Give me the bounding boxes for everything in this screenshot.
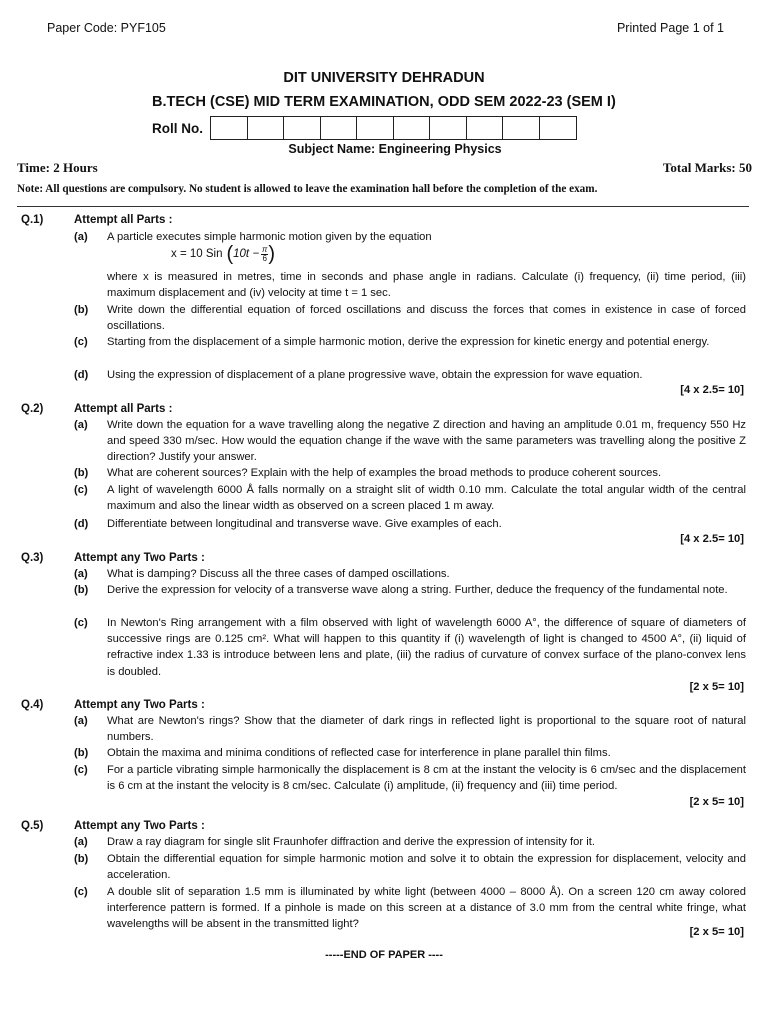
- question-part: [74, 615, 746, 680]
- part-label: (c): [74, 764, 88, 776]
- question-instruction: Attempt any Two Parts :: [74, 552, 205, 564]
- part-text: Differentiate between longitudinal and transverse wave. Give examples of each.: [107, 518, 502, 530]
- question-marks: [2 x 5= 10]: [689, 926, 744, 938]
- question-part: [74, 269, 746, 301]
- subject-name: Subject Name: Engineering Physics: [288, 142, 502, 156]
- question-number: Q.4): [21, 699, 44, 711]
- part-label: (b): [74, 304, 89, 316]
- header-divider: [17, 206, 749, 207]
- part-text: Obtain the differential equation for simple harmonic motion and solve it to obtain the expression for displacement, velocity and acceleration.: [107, 853, 746, 882]
- question-part: [74, 745, 746, 761]
- question-part: [74, 762, 746, 794]
- equation-lhs: x = 10 Sin: [171, 247, 223, 260]
- part-text: Obtain the maxima and minima conditions of reflected case for interference in plane parallel thin films.: [107, 747, 611, 759]
- roll-box: [503, 117, 540, 139]
- part-text: Starting from the displacement of a simple harmonic motion, derive the expression for kinetic energy and potential energy.: [107, 336, 710, 348]
- roll-box: [394, 117, 431, 139]
- part-text: What is damping? Discuss all the three cases of damped oscillations.: [107, 568, 450, 580]
- question-part: [74, 566, 746, 582]
- printed-page: Printed Page 1 of 1: [616, 21, 724, 35]
- roll-box: [430, 117, 467, 139]
- roll-box: [321, 117, 358, 139]
- part-text: Derive the expression for velocity of a transverse wave along a string. Further, deduce the frequency of the fundamental note.: [107, 584, 728, 596]
- part-label: (a): [74, 568, 88, 580]
- roll-box: [540, 117, 577, 139]
- question-part: [74, 465, 746, 481]
- part-text: What are Newton's rings? Show that the diameter of dark rings in reflected light is proportional to the square root of natural numbers.: [107, 715, 746, 744]
- part-label: (c): [74, 617, 88, 629]
- question-instruction: Attempt all Parts :: [74, 214, 173, 226]
- question-marks: [2 x 5= 10]: [689, 796, 744, 808]
- question-instruction: Attempt any Two Parts :: [74, 820, 205, 832]
- roll-box: [284, 117, 321, 139]
- part-text: where x is measured in metres, time in seconds and phase angle in radians. Calculate (i) frequency, (ii) time period, (iii) maximum displacement and (iv) velocity at time t = 1 sec.: [107, 271, 746, 300]
- equation-fraction: $\frac{\pi}{6}$: [262, 244, 268, 263]
- part-label: (a): [74, 836, 88, 848]
- exam-time: Time: 2 Hours: [17, 160, 98, 175]
- equation-inner: 10t −: [233, 247, 260, 260]
- roll-box: [248, 117, 285, 139]
- part-label: (b): [74, 584, 89, 596]
- part-text: A particle executes simple harmonic motion given by the equation: [107, 231, 432, 243]
- part-text: Using the expression of displacement of a plane progressive wave, obtain the expression for wave equation.: [107, 369, 643, 381]
- question-part: [74, 851, 746, 883]
- question-number: Q.5): [21, 820, 44, 832]
- paper-code: Paper Code: PYF105: [47, 21, 166, 35]
- part-label: (a): [74, 419, 88, 431]
- part-label: (a): [74, 715, 88, 727]
- part-text: For a particle vibrating simple harmonically the displacement is 8 cm at the instant the velocity is 6 cm/sec and the displacement is 6 cm at the instant the velocity is 8 cm/sec. Calculate (i) amplitude, (ii) frequency and (iii) time period.: [107, 764, 746, 793]
- part-text: A light of wavelength 6000 Å falls normally on a straight slit of width 0.10 mm. Calculate the total angular width of the central maximum and also the linear width as observed on a screen placed 1 m away.: [107, 484, 746, 513]
- question-part: [74, 482, 746, 514]
- question-part: [74, 884, 746, 933]
- question-marks: [4 x 2.5= 10]: [680, 384, 744, 396]
- part-label: (b): [74, 853, 89, 865]
- total-marks: Total Marks: 50: [662, 160, 752, 175]
- part-text: Write down the differential equation of forced oscillations and discuss the forces that comes in existence in case of forced oscillations.: [107, 304, 746, 333]
- part-text: A double slit of separation 1.5 mm is illuminated by white light (between 4000 – 8000 Å). On a screen 120 cm away colored interference pattern is formed. If a pinhole is made on this screen at a distance of 3.0 mm from the central white fringe, what wavelengths will be absent in the transmitted light?: [107, 886, 746, 931]
- question-part: [74, 516, 746, 532]
- question-part: [74, 302, 746, 334]
- roll-box: [357, 117, 394, 139]
- part-text: Draw a ray diagram for single slit Fraunhofer diffraction and derive the expression of intensity for it.: [107, 836, 595, 848]
- question-part: [74, 713, 746, 745]
- question-part: [74, 367, 746, 383]
- roll-number-row: [152, 116, 577, 140]
- question-part: [74, 334, 746, 350]
- question-part: [74, 229, 746, 245]
- roll-label: Roll No.: [152, 120, 203, 136]
- question-part: [74, 417, 746, 466]
- roll-box: [467, 117, 504, 139]
- part-label: (c): [74, 886, 88, 898]
- exam-note: Note: All questions are compulsory. No student is allowed to leave the examination hall before the completion of the exam.: [17, 183, 598, 195]
- question-instruction: Attempt all Parts :: [74, 403, 173, 415]
- roll-box: [211, 117, 248, 139]
- question-instruction: Attempt any Two Parts :: [74, 699, 205, 711]
- part-label: (b): [74, 747, 89, 759]
- question-part: [74, 834, 746, 850]
- part-label: (a): [74, 231, 88, 243]
- part-text: What are coherent sources? Explain with the help of examples the broad methods to produce coherent sources.: [107, 467, 662, 479]
- question-number: Q.3): [21, 552, 44, 564]
- exam-title: B.TECH (CSE) MID TERM EXAMINATION, ODD SEM 2022-23 (SEM I): [152, 94, 616, 110]
- question-marks: [4 x 2.5= 10]: [680, 533, 744, 545]
- part-text: In Newton's Ring arrangement with a film observed with light of wavelength 6000 A°, the difference of square of diameters of successive rings are 0.125 cm². What will happen to this quantity if (i) wavelength of light is changed to 4500 A°, (ii) liquid of refractive index 1.33 is introduce between lens and plate, (iii) the radius of curvature of convex surface of the plano-convex lens is doubled.: [107, 617, 746, 678]
- end-of-paper: -----END OF PAPER ----: [325, 949, 443, 961]
- part-label: (c): [74, 484, 88, 496]
- part-label: (b): [74, 467, 89, 479]
- question-part: [74, 582, 746, 598]
- question-marks: [2 x 5= 10]: [689, 681, 744, 693]
- question-number: Q.2): [21, 403, 44, 415]
- shm-equation: x = 10 Sin ( 10t − $\frac{\pi}{6}$ ): [171, 243, 276, 265]
- part-label: (c): [74, 336, 88, 348]
- question-number: Q.1): [21, 214, 44, 226]
- roll-number-boxes: [210, 116, 577, 140]
- part-label: (d): [74, 518, 89, 530]
- part-text: Write down the equation for a wave travelling along the negative Z direction and having an amplitude 0.01 m, frequency 550 Hz and speed 330 m/sec. How would the equation change if the wave with the same parameters was travelling along the positive Z direction? Justify your answer.: [107, 419, 746, 464]
- university-name: DIT UNIVERSITY DEHRADUN: [283, 70, 485, 86]
- part-label: (d): [74, 369, 89, 381]
